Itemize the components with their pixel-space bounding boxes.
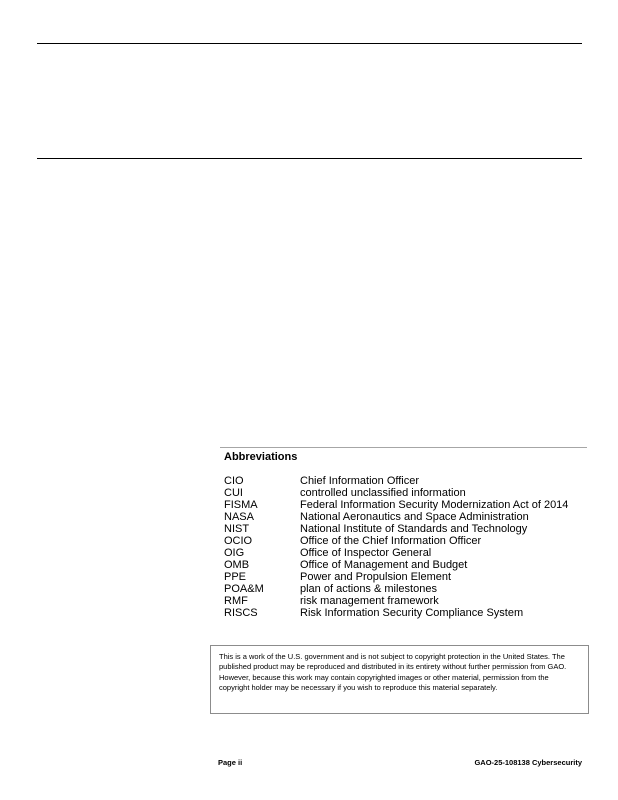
abbreviation-term: RMF: [224, 595, 248, 607]
abbreviation-term: RISCS: [224, 607, 258, 619]
abbreviations-section: [220, 447, 587, 619]
abbreviation-row: [224, 487, 584, 499]
abbreviations-list: [224, 475, 584, 619]
abbreviation-term: FISMA: [224, 499, 258, 511]
abbreviation-row: [224, 511, 584, 523]
abbreviation-definition: Chief Information Officer: [300, 475, 420, 487]
abbreviation-term: OCIO: [224, 535, 253, 547]
abbreviation-row: [224, 547, 584, 559]
abbreviation-row: [224, 583, 584, 595]
abbreviation-definition: Office of Management and Budget: [300, 559, 468, 571]
abbreviation-definition: National Institute of Standards and Technology: [300, 523, 528, 535]
abbreviation-definition: controlled unclassified information: [300, 487, 466, 499]
abbreviation-term: NASA: [224, 511, 254, 523]
abbreviation-row: [224, 571, 584, 583]
abbreviation-term: OIG: [224, 547, 245, 559]
abbreviations-heading: Abbreviations: [224, 451, 298, 463]
abbreviation-definition: Federal Information Security Modernization Act of 2014: [300, 499, 569, 511]
abbreviation-definition: Power and Propulsion Element: [300, 571, 452, 583]
abbreviation-row: [224, 535, 584, 547]
abbreviation-definition: risk management framework: [300, 595, 439, 607]
report-identifier: GAO-25-108138 Cybersecurity: [474, 758, 582, 767]
abbreviation-definition: Office of the Chief Information Officer: [300, 535, 482, 547]
abbreviation-row: [224, 607, 584, 619]
middle-divider: [37, 158, 582, 159]
abbreviation-term: PPE: [224, 571, 247, 583]
page-number: Page ii: [218, 758, 243, 767]
abbreviation-row: [224, 595, 584, 607]
abbreviation-row: [224, 559, 584, 571]
abbreviation-row: [224, 523, 584, 535]
abbreviation-row: [224, 475, 584, 487]
copyright-notice-box: [210, 645, 589, 714]
top-divider: [37, 43, 582, 44]
abbreviation-row: [224, 499, 584, 511]
abbreviation-term: CUI: [224, 487, 243, 499]
abbreviation-definition: Office of Inspector General: [300, 547, 432, 559]
abbreviation-definition: National Aeronautics and Space Administration: [300, 511, 529, 523]
copyright-notice-text: This is a work of the U.S. government and is not subject to copyright protection in the United States. The published product may be reproduced and distributed in its entirety without further permission from GAO. However, because this work may contain copyrighted images or other material, permission from the copyright holder may be necessary if you wish to reproduce this material separately.: [219, 652, 567, 693]
abbreviation-term: NIST: [224, 523, 250, 535]
abbreviation-definition: Risk Information Security Compliance System: [300, 607, 524, 619]
abbreviation-definition: plan of actions & milestones: [300, 583, 437, 595]
abbreviation-term: POA&M: [224, 583, 264, 595]
abbreviation-term: CIO: [224, 475, 244, 487]
abbreviation-term: OMB: [224, 559, 250, 571]
